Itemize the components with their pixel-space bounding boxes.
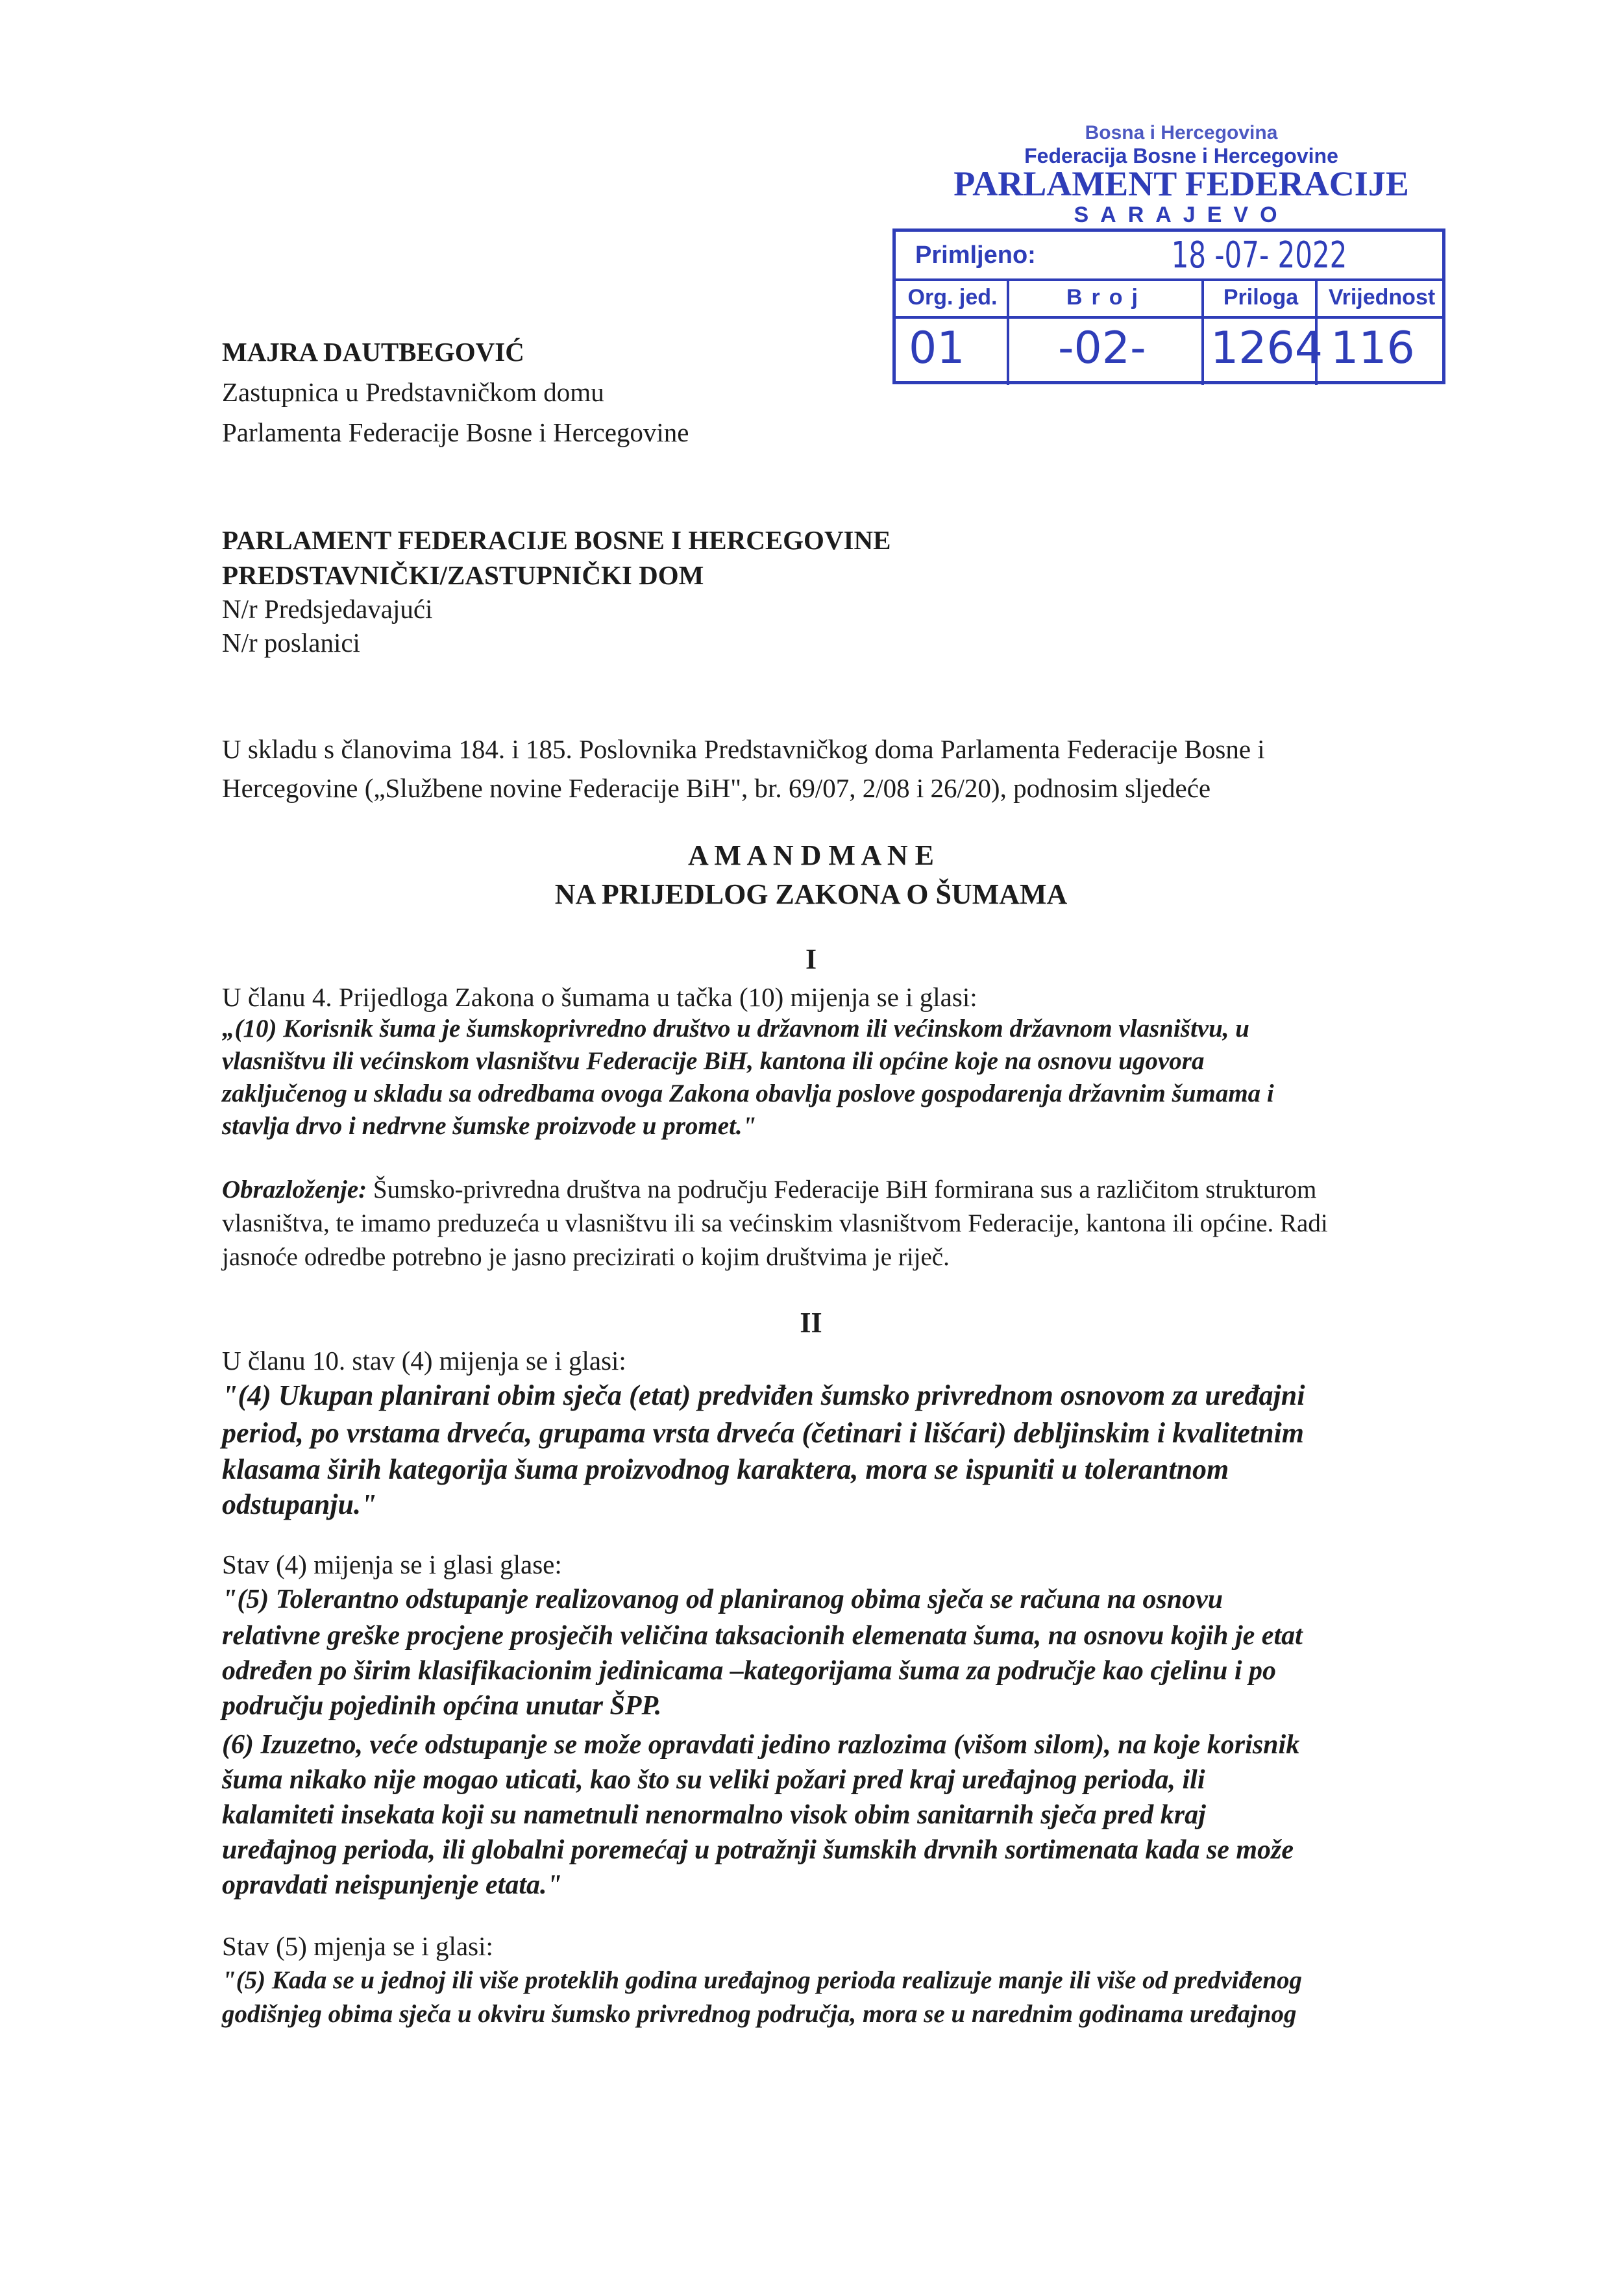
amendment-text: stavlja drvo i nedrvne šumske proizvode u promet." [222, 1112, 757, 1140]
amendment-text: šuma nikako nije mogao uticati, kao što su veliki požari pred kraj uređajnog perioda, ili [222, 1765, 1205, 1795]
explanation-text: vlasništva, te imamo preduzeća u vlasništvu ili sa većinskim vlasništvom Federacije, kantona ili općine. Radi [222, 1209, 1328, 1237]
recipient-parliament: PARLAMENT FEDERACIJE BOSNE I HERCEGOVINE [222, 525, 891, 555]
amendment-text: odstupanju." [222, 1488, 377, 1520]
amendment-text: vlasništvu ili većinskom vlasništvu Federacije BiH, kantona ili općine koje na osnovu ugovora [222, 1047, 1205, 1075]
document-title: A M A N D M A N E [688, 839, 934, 871]
amendment-text: kalamiteti insekata koji su nametnuli nenormalno visok obim sanitarnih sječa pred kraj [222, 1800, 1206, 1830]
intro-line: U skladu s članovima 184. i 185. Poslovnika Predstavničkog doma Parlamenta Federacije Bosne i [222, 734, 1265, 764]
stamp-box [892, 228, 1445, 384]
stamp-col-vrijednost: Vrijednost [1328, 284, 1436, 310]
explanation-line [222, 1175, 1316, 1204]
stamp-received-row [896, 232, 1442, 281]
stamp-divider [1007, 278, 1009, 385]
amendment-text: određen po širim klasifikacionim jedinicama –kategorijama šuma za područje kao cjelinu i po [222, 1656, 1277, 1686]
amendment-text: godišnjeg obima sječa u okviru šumsko privrednog područja, mora se u narednim godinama uređajnog [222, 2000, 1297, 2028]
sender-institution: Parlamenta Federacije Bosne i Hercegovine [222, 417, 689, 447]
stamp-city: SARAJEVO [1074, 203, 1289, 227]
section-lead: Stav (4) mijenja se i glasi glase: [222, 1549, 562, 1579]
sender-role: Zastupnica u Predstavničkom domu [222, 377, 604, 407]
stamp-received-date: 18 -07- 2022 [1171, 234, 1347, 277]
section-lead: Stav (5) mjenja se i glasi: [222, 1931, 493, 1961]
amendment-text: klasama širih kategorija šuma proizvodnog karaktera, mora se ispuniti u tolerantnom [222, 1453, 1229, 1485]
amendment-text: opravdati neispunjenje etata." [222, 1870, 562, 1900]
stamp-val-priloga: 1264 [1210, 323, 1323, 374]
stamp-col-broj: Broj [1066, 284, 1147, 310]
stamp-col-org: Org. jed. [907, 284, 998, 310]
stamp-parliament: PARLAMENT FEDERACIJE [953, 164, 1409, 203]
stamp-country: Bosna i Hercegovina [1085, 122, 1278, 143]
amendment-text: period, po vrstama drveća, grupama vrsta drveća (četinari i lišćari) debljinskim i kvalitetnim [222, 1417, 1304, 1449]
stamp-val-vrijednost: 116 [1331, 323, 1415, 374]
recipient-attn-mps: N/r poslanici [222, 628, 360, 658]
amendment-text: (6) Izuzetno, veće odstupanje se može opravdati jedino razlozima (višom silom), na koje korisnik [222, 1730, 1300, 1760]
stamp-col-priloga: Priloga [1223, 284, 1299, 310]
stamp-received-label: Primljeno: [915, 241, 1036, 269]
amendment-text: "(5) Tolerantno odstupanje realizovanog od planiranog obima sječa se računa na osnovu [222, 1585, 1223, 1614]
document-subtitle: NA PRIJEDLOG ZAKONA O ŠUMAMA [554, 878, 1068, 910]
section-lead: U članu 4. Prijedloga Zakona o šumama u tačka (10) mijenja se i glasi: [222, 982, 977, 1012]
amendment-text: uređajnog perioda, ili globalni poremećaj u potražnji šumskih drvnih sortimenata kada se može [222, 1835, 1294, 1865]
stamp-header-row [896, 278, 1442, 319]
intro-line: Hercegovine („Službene novine Federacije BiH", br. 69/07, 2/08 i 26/20), podnosim sljedeće [222, 773, 1211, 803]
sender-name: MAJRA DAUTBEGOVIĆ [222, 337, 524, 367]
stamp-val-org: 01 [909, 323, 965, 374]
section-numeral: II [800, 1307, 822, 1339]
amendment-text: "(4) Ukupan planirani obim sječa (etat) predviđen šumsko privrednom osnovom za uređajni [222, 1379, 1305, 1411]
amendment-text: "(5) Kada se u jednoj ili više proteklih godina uređajnog perioda realizuje manje ili više od predviđenog [222, 1966, 1302, 1994]
section-numeral: I [805, 943, 817, 975]
stamp-federation: Federacija Bosne i Hercegovine [1024, 144, 1338, 167]
amendment-text: području pojedinih općina unutar ŠPP. [222, 1691, 662, 1721]
amendment-text: „(10) Korisnik šuma je šumskoprivredno društvo u državnom ili većinskom državnom vlasništvu, u [222, 1015, 1249, 1043]
explanation-label: Obrazloženje: [222, 1176, 367, 1204]
stamp-divider [1201, 278, 1204, 385]
recipient-attn-chair: N/r Predsjedavajući [222, 594, 433, 624]
stamp-val-broj: -02- [1058, 323, 1146, 374]
recipient-house: PREDSTAVNIČKI/ZASTUPNIČKI DOM [222, 560, 704, 590]
explanation-text: jasnoće odredbe potrebno je jasno precizirati o kojim društvima je riječ. [222, 1243, 950, 1271]
amendment-text: relativne greške procjene prosječih veličina taksacionih elemenata šuma, na osnovu kojih je etat [222, 1621, 1303, 1651]
amendment-text: zaključenog u skladu sa odredbama ovoga Zakona obavlja poslove gospodarenja državnim šumama i [222, 1080, 1274, 1107]
section-lead: U članu 10. stav (4) mijenja se i glasi: [222, 1346, 626, 1376]
explanation-text: Šumsko-privredna društva na području Federacije BiH formirana sus a različitom strukturom [367, 1176, 1317, 1204]
